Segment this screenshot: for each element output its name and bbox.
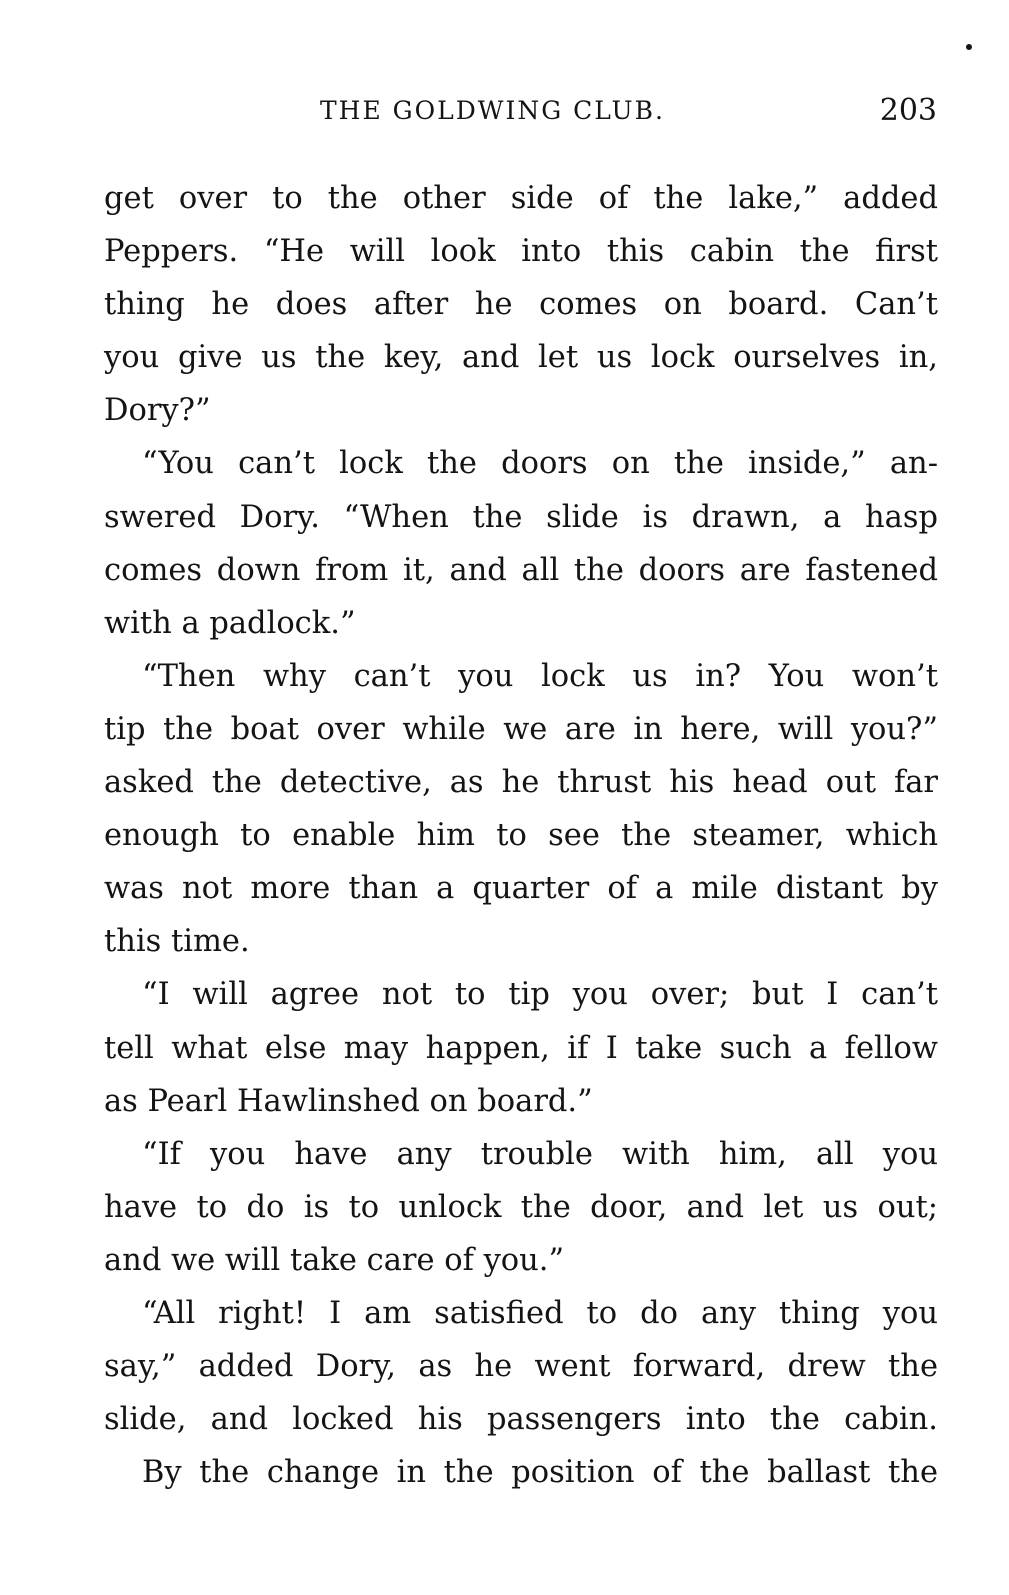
text-line: “If you have any trouble with him, all you <box>142 1136 938 1172</box>
text-line: and we will take care of you.” <box>104 1242 565 1278</box>
text-line: thing he does after he comes on board. Can’t <box>104 287 938 323</box>
body-text <box>104 172 938 1499</box>
text-line: say,” added Dory, as he went forward, drew the <box>104 1349 938 1385</box>
running-title: THE GOLDWING CLUB. <box>320 96 665 125</box>
text-line: tell what else may happen, if I take such a fellow <box>104 1030 938 1066</box>
text-line: Dory?” <box>104 393 211 429</box>
text-line: “You can’t lock the doors on the inside,” an- <box>142 446 938 482</box>
text-line: have to do is to unlock the door, and let us out; <box>104 1189 938 1225</box>
text-line: enough to enable him to see the steamer, which <box>104 818 938 854</box>
text-line: swered Dory. “When the slide is drawn, a hasp <box>104 499 938 535</box>
text-line: “I will agree not to tip you over; but I can’t <box>142 977 938 1013</box>
text-line: “Then why can’t you lock us in? You won’t <box>142 658 938 694</box>
text-line: asked the detective, as he thrust his head out far <box>104 765 938 801</box>
text-line: “All right! I am satisfied to do any thing you <box>142 1295 938 1331</box>
ink-speck <box>966 44 972 50</box>
text-line: By the change in the position of the ballast the <box>142 1455 938 1491</box>
text-line: get over to the other side of the lake,” added <box>104 181 938 216</box>
text-line: was not more than a quarter of a mile distant by <box>104 871 938 907</box>
text-line: tip the boat over while we are in here, will you?” <box>104 711 938 747</box>
page-number: 203 <box>879 93 937 128</box>
text-line: slide, and locked his passengers into the cabin. <box>104 1402 938 1438</box>
text-line: as Pearl Hawlinshed on board.” <box>104 1083 593 1119</box>
text-line: with a padlock.” <box>104 605 356 641</box>
text-line: this time. <box>104 924 250 960</box>
text-line: you give us the key, and let us lock ourselves in, <box>104 340 938 376</box>
text-line: Peppers. “He will look into this cabin the first <box>104 234 938 270</box>
text-line: comes down from it, and all the doors are fastened <box>104 552 938 588</box>
